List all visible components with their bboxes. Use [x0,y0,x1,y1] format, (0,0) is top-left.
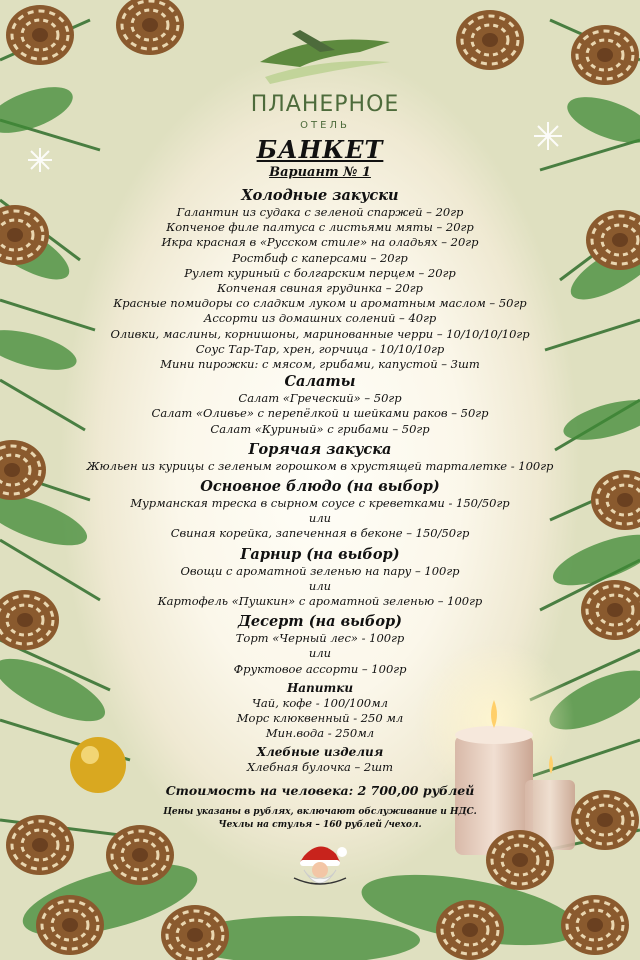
hotel-name: ПЛАНЕРНОЕ [250,92,400,117]
menu-variant: Вариант № 1 [269,165,371,180]
menu-item: или [308,511,332,526]
footnote: Цены указаны в рублях, включают обслуживание и НДС. [163,806,477,817]
section-heading: Основное блюдо (на выбор) [200,478,440,496]
menu-title: БАНКЕТ [256,135,384,164]
section-heading: Салаты [284,373,356,391]
section-hot-appetizer [70,440,570,474]
section-heading: Гарнир (на выбор) [240,545,400,563]
menu-item: Ассорти из домашних солений – 40гр [203,311,437,326]
section-salads [70,372,570,437]
footnotes [70,806,570,832]
menu-item: Мини пирожки: с мясом, грибами, капустой – 3шт [160,357,480,372]
section-heading: Напитки [286,680,354,695]
menu-item: Свиная корейка, запеченная в беконе – 150/50гр [170,526,470,541]
hotel-logo [240,12,410,131]
glider-icon [240,12,410,92]
section-dessert [70,612,570,677]
menu-content [70,136,570,832]
menu-item: Хлебная булочка – 2шт [246,760,394,775]
section-main-course [70,477,570,542]
menu-item: Оливки, маслины, корнишоны, маринованные черри – 10/10/10/10гр [110,326,530,341]
section-heading: Десерт (на выбор) [238,613,402,631]
menu-item: Соус Тар-Тар, хрен, горчица - 10/10/10гр [195,341,445,356]
menu-item: Морс клюквенный - 250 мл [236,711,404,726]
menu-item: или [308,578,332,593]
section-heading: Горячая закуска [248,440,392,458]
menu-item: Жюльен из курицы с зеленым горошком в хрустящей тарталетке - 100гр [86,458,554,473]
menu-item: или [308,646,332,661]
menu-item: Торт «Черный лес» - 100гр [235,631,405,646]
menu-item: Ростбиф с каперсами – 20гр [232,250,408,265]
section-side-dish [70,545,570,610]
hotel-subtitle: ОТЕЛЬ [300,120,350,131]
menu-item: Красные помидоры со сладким луком и ароматным маслом – 50гр [113,296,527,311]
section-drinks [70,680,570,742]
footnote: Чехлы на стулья – 160 рублей /чехол. [218,819,422,830]
menu-item: Икра красная в «Русском стиле» на оладьях – 20гр [161,235,479,250]
section-heading: Холодные закуски [241,187,399,204]
menu-item: Копченое филе палтуса с листьями мяты – 20гр [166,220,474,235]
menu-item: Мурманская треска в сырном соусе с креветками - 150/50гр [130,496,510,511]
menu-item: Салат «Куриный» с грибами – 50гр [210,421,430,436]
menu-item: Копченая свиная грудинка – 20гр [217,281,423,296]
menu-item: Овощи с ароматной зеленью на пару – 100гр [180,563,460,578]
menu-item: Галантин из судака с зеленой спаржей – 20гр [176,205,464,219]
menu-item: Картофель «Пушкин» с ароматной зеленью – 100гр [157,594,483,609]
price-per-person: Стоимость на человека: 2 700,00 рублей [165,782,475,798]
menu-item: Чай, кофе - 100/100мл [252,695,388,710]
santa-icon [290,842,350,890]
menu-item: Рулет куриный с болгарским перцем – 20гр [184,265,456,280]
menu-item: Салат «Оливье» с перепёлкой и шейками раков – 50гр [151,406,489,421]
menu-item: Салат «Греческий» – 50гр [238,391,402,406]
menu-item: Фруктовое ассорти – 100гр [233,661,407,676]
section-heading: Хлебные изделия [256,745,384,760]
menu-item: Мин.вода - 250мл [265,726,375,741]
section-bread [70,744,570,775]
section-cold-appetizers [70,186,570,372]
